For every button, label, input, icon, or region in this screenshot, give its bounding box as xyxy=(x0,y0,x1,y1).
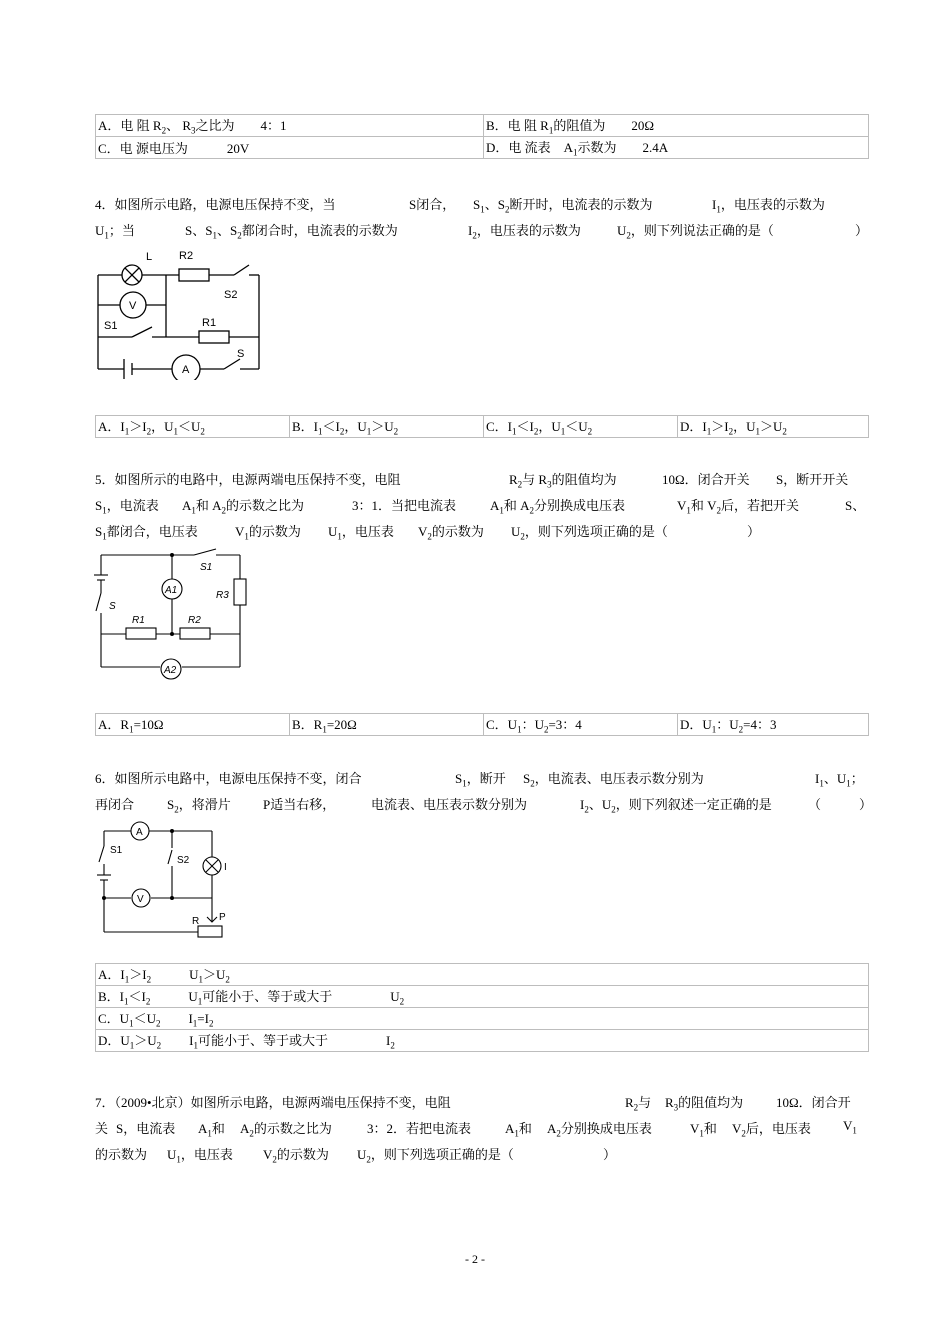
q7-line-2: 关 S，电流表 $A_1$和 $A_2$的示数之比为 3：2．若把电流表 $A_1$和 $A_2$分别换成电压表 $V_1$和 $V_2$后，电压表 $V_1$ xyxy=(95,1118,857,1139)
q5-line-3: $S_1$都闭合，电压表 $V_1$的示数为 $U_1$，电压表 $V_2$的示数为 $U_2$，则下列选项正确的是（ ） xyxy=(95,524,761,542)
q6-options-table xyxy=(95,963,869,1052)
q6-option-d[interactable]: D．$U_1>U_2$ $I_1$可能小于、等于或大于 $I_2$ xyxy=(96,1030,869,1052)
q4-label-R1: R1 xyxy=(202,317,217,329)
q5-label-R1: R1 xyxy=(132,615,145,626)
q3-option-d[interactable]: D．电 流表 $A_1$示数为 2.4A xyxy=(484,137,869,159)
q4-line-2: $U_1$；当 S、$S_1$、$S_2$都闭合时，电流表的示数为 $I_2$，电压表的示数为 $U_2$，则下列说法正确的是（ ） xyxy=(95,223,869,241)
q5-ammeter-a2-label: A2 xyxy=(164,665,177,676)
q3-option-b[interactable]: B．电 阻 $R_1$的阻值为 20Ω xyxy=(484,115,869,137)
q6-circuit-diagram xyxy=(94,820,244,942)
q4-line-1: 4．如图所示电路，电源电压保持不变，当 S闭合， $S_1$、$S_2$断开时，电流表的示数为 $I_1$，电压表的示数为 xyxy=(95,197,825,215)
q7-line-3: 的示数为 $U_1$，电压表 $V_2$的示数为 $U_2$，则下列选项正确的是（ ） xyxy=(95,1147,617,1165)
q6-label-I: I xyxy=(224,862,227,873)
q5-label-R3: R3 xyxy=(216,590,229,601)
q4-option-d[interactable]: D．$I_1>I_2$，$U_1>U_2$ xyxy=(678,416,869,438)
q6-line-1: 6．如图所示电路中，电源电压保持不变，闭合 $S_1$，断开 $S_2$，电流表、电压表示数分别为 $I_1$、$U_1$； xyxy=(95,771,864,789)
q3-options-table xyxy=(95,114,869,159)
page-number: - 2 - xyxy=(465,1252,485,1266)
q6-voltmeter-label: V xyxy=(137,894,144,905)
q4-option-c[interactable]: C．$I_1<I_2$，$U_1<U_2$ xyxy=(484,416,678,438)
q4-label-L: L xyxy=(146,251,153,263)
q5-option-c[interactable]: C．$U_1$：$U_2=3$：4 xyxy=(484,714,678,736)
q6-label-P: P xyxy=(219,912,226,923)
q5-options-table xyxy=(95,713,869,736)
q4-voltmeter-label: V xyxy=(129,300,137,312)
q6-line-2: 再闭合 $S_2$，将滑片 P适当右移， 电流表、电压表示数分别为 $I_2$、$U_2$，则下列叙述一定正确的是 （ ） xyxy=(95,797,873,815)
q6-label-S2: S2 xyxy=(177,855,190,866)
q4-option-b[interactable]: B．$I_1<I_2$，$U_1>U_2$ xyxy=(290,416,484,438)
q5-circuit-diagram xyxy=(94,545,254,685)
q6-label-R: R xyxy=(192,916,200,927)
q4-options-table xyxy=(95,415,869,438)
q7-line-1: 7．（2009•北京）如图所示电路，电源两端电压保持不变，电阻 $R_2$与 $R_3$的阻值均为 10Ω．闭合开 xyxy=(95,1095,851,1113)
q6-ammeter-label: A xyxy=(136,827,143,838)
q6-label-S1: S1 xyxy=(110,845,123,856)
q3-option-a[interactable]: A．电 阻 $R_2$、 $R_3$之比为 4：1 xyxy=(96,115,484,137)
q5-ammeter-a1-label: A1 xyxy=(165,585,178,596)
q4-circuit-diagram xyxy=(94,245,264,380)
q5-option-b[interactable]: B．$R_1=20\Omega$ xyxy=(290,714,484,736)
q4-label-S: S xyxy=(237,348,245,360)
q5-label-S1: S1 xyxy=(200,562,213,573)
q4-ammeter-label: A xyxy=(182,364,190,376)
q4-label-S2: S2 xyxy=(224,289,238,301)
q4-option-a[interactable]: A．$I_1>I_2$，$U_1<U_2$ xyxy=(96,416,290,438)
q5-line-2: $S_1$，电流表 $A_1$和 $A_2$的示数之比为 3：1．当把电流表 $A_1$和 $A_2$分别换成电压表 $V_1$和 $V_2$后，若把开关 S、 xyxy=(95,498,866,516)
q5-line-1: 5．如图所示的电路中，电源两端电压保持不变，电阻 $R_2$与 $R_3$的阻值均为 10Ω．闭合开关 S，断开开关 xyxy=(95,472,849,490)
q5-option-d[interactable]: D．$U_1$：$U_2=4$：3 xyxy=(678,714,869,736)
q4-label-S1: S1 xyxy=(104,320,118,332)
q6-option-c[interactable]: C．$U_1<U_2$ $I_1=I_2$ xyxy=(96,1008,869,1030)
q5-option-a[interactable]: A．$R_1=10\Omega$ xyxy=(96,714,290,736)
q5-label-S: S xyxy=(109,601,116,612)
q3-option-c[interactable]: C．电 源电压为 20V xyxy=(96,137,484,159)
q6-option-b[interactable]: B．$I_1<I_2$ $U_1$可能小于、等于或大于 $U_2$ xyxy=(96,986,869,1008)
q5-label-R2: R2 xyxy=(188,615,201,626)
q6-option-a[interactable]: A．$I_1>I_2$ $U_1>U_2$ xyxy=(96,964,869,986)
q4-label-R2: R2 xyxy=(179,250,194,262)
